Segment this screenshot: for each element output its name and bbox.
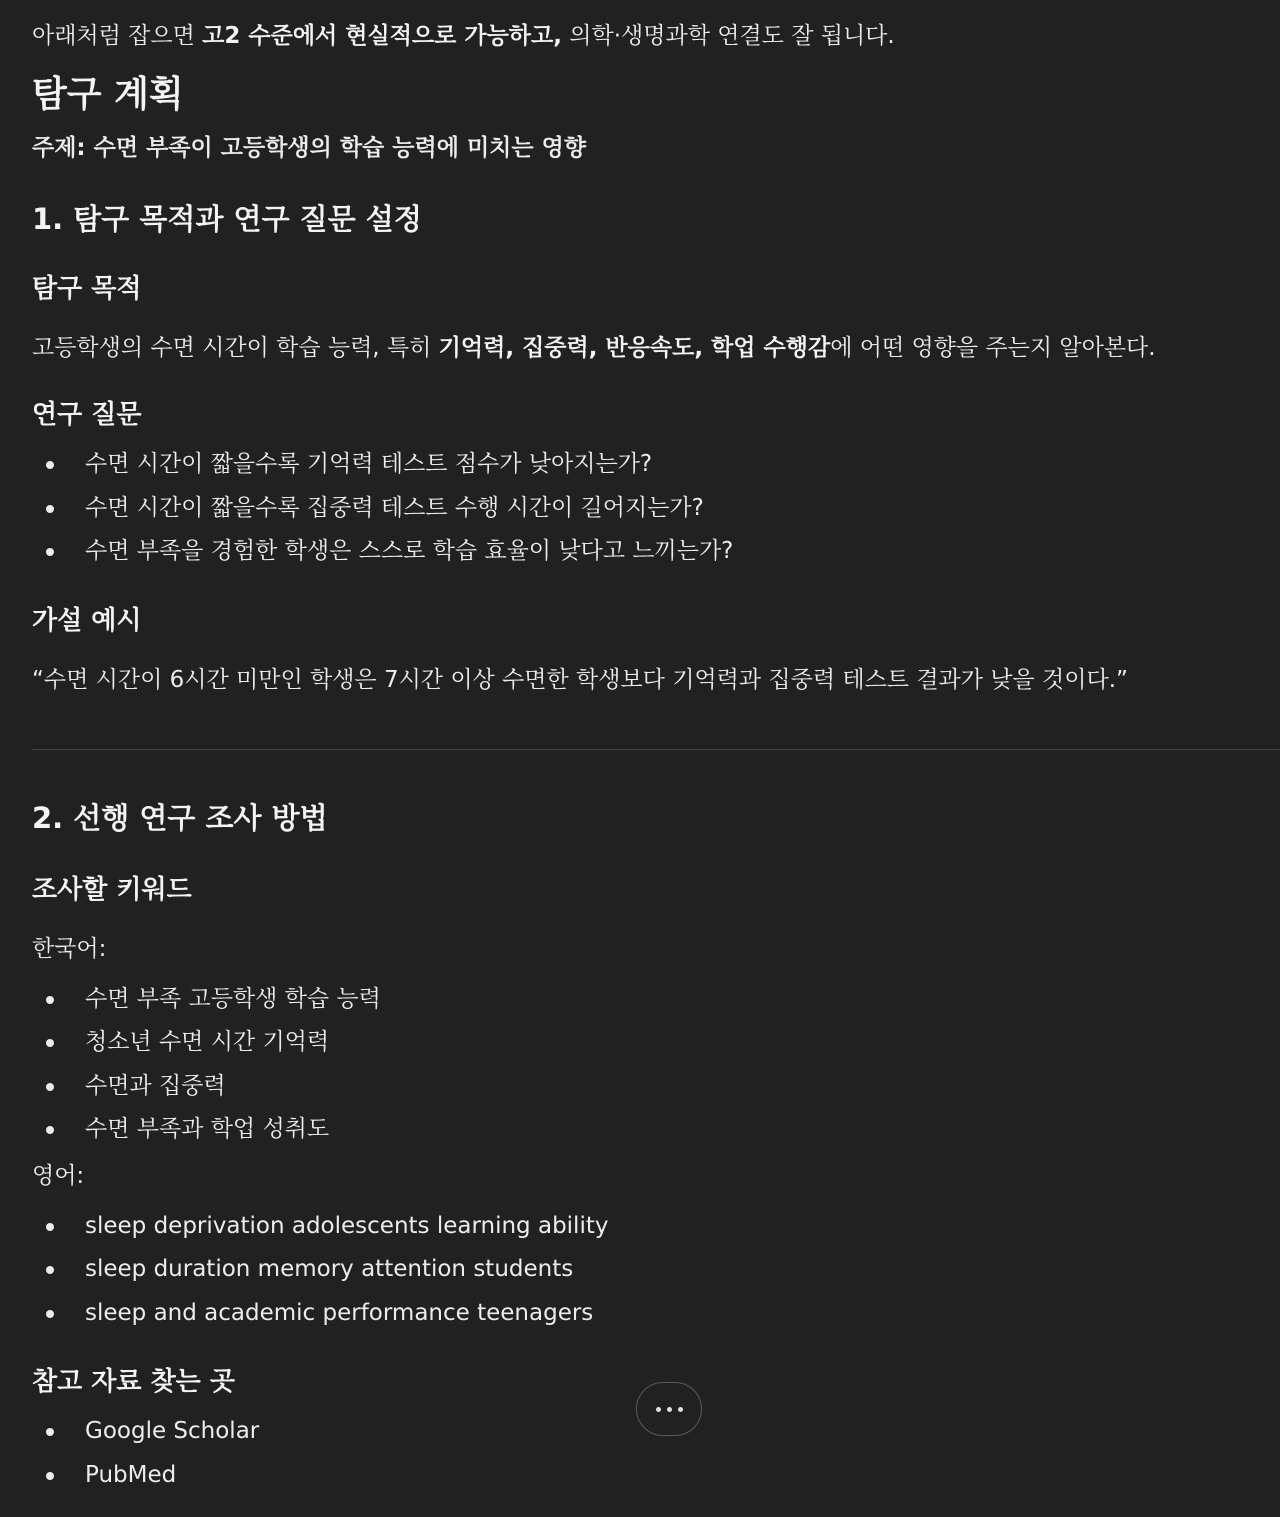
list-item-text: 수면 부족을 경험한 학생은 스스로 학습 효율이 낮다고 느끼는가? [85,538,734,564]
intro-bold: 고2 수준에서 현실적으로 가능하고, [202,23,562,49]
bullet-icon [46,1428,54,1436]
questions-list [32,448,1280,579]
list-item [32,1297,1280,1341]
keywords-heading: 조사할 키워드 [32,874,192,905]
hypothesis-paragraph: “수면 시간이 6시간 미만인 학생은 7시간 이상 수면한 학생보다 기억력과 집중력 테스트 결과가 낮을 것이다.” [32,666,1128,693]
bullet-icon [46,1223,54,1231]
purpose-paragraph [32,332,1280,364]
intro-text-end: 의학·생명과학 연결도 잘 됩니다. [561,23,895,49]
bullet-icon [46,548,54,556]
purpose-heading: 탐구 목적 [32,274,142,304]
purpose-text-end: 에 어떤 영향을 주는지 알아본다. [830,335,1156,361]
list-item-text: 수면 시간이 짧을수록 기억력 테스트 점수가 낮아지는가? [85,451,653,477]
section2-heading: 2. 선행 연구 조사 방법 [32,800,328,835]
english-keywords-list [32,1210,1280,1341]
page-title: 탐구 계획 [32,74,184,115]
list-item-text: PubMed [85,1461,177,1488]
message-content [32,0,1280,1502]
list-item-text: sleep and academic performance teenagers [85,1299,594,1326]
list-item [32,1113,1280,1157]
list-item [32,983,1280,1027]
questions-heading: 연구 질문 [32,400,142,430]
ellipsis-icon [653,1407,686,1412]
intro-paragraph [32,20,1280,52]
list-item-text: 청소년 수면 시간 기억력 [85,1029,330,1055]
list-item [32,1070,1280,1114]
list-item-text: 수면 시간이 짧을수록 집중력 테스트 수행 시간이 길어지는가? [85,494,704,521]
bullet-icon [46,1126,54,1134]
list-item-text: 수면과 집중력 [85,1072,226,1099]
english-label: 영어: [32,1162,85,1189]
korean-label: 한국어: [32,935,107,962]
sources-heading: 참고 자료 찾는 곳 [32,1367,235,1397]
korean-keywords-list [32,983,1280,1157]
bullet-icon [46,1310,54,1318]
section-divider [32,749,1280,750]
list-item-text: sleep deprivation adolescents learning ability [85,1212,609,1239]
list-item [32,1459,1280,1503]
bullet-icon [46,505,54,513]
list-item [32,448,1280,492]
list-item-text: Google Scholar [85,1418,260,1444]
bullet-icon [46,461,54,469]
list-item [32,1210,1280,1254]
purpose-bold: 기억력, 집중력, 반응속도, 학업 수행감 [438,335,831,361]
list-item [32,492,1280,536]
topic-line: 주제: 수면 부족이 고등학생의 학습 능력에 미치는 영향 [32,135,587,161]
more-options-button[interactable] [636,1382,702,1436]
list-item-text: sleep duration memory attention students [85,1256,574,1282]
intro-text: 아래처럼 잡으면 [32,23,203,49]
bullet-icon [46,996,54,1004]
list-item [32,1253,1280,1297]
purpose-text: 고등학생의 수면 시간이 학습 능력, 특히 [32,335,439,361]
section1-heading: 1. 탐구 목적과 연구 질문 설정 [32,202,422,236]
bullet-icon [46,1083,54,1091]
hypothesis-heading: 가설 예시 [32,605,142,636]
list-item [32,535,1280,579]
bullet-icon [46,1266,54,1274]
bullet-icon [46,1039,54,1047]
bullet-icon [46,1472,54,1480]
list-item-text: 수면 부족과 학업 성취도 [85,1116,330,1142]
list-item [32,1026,1280,1070]
list-item-text: 수면 부족 고등학생 학습 능력 [85,985,381,1012]
